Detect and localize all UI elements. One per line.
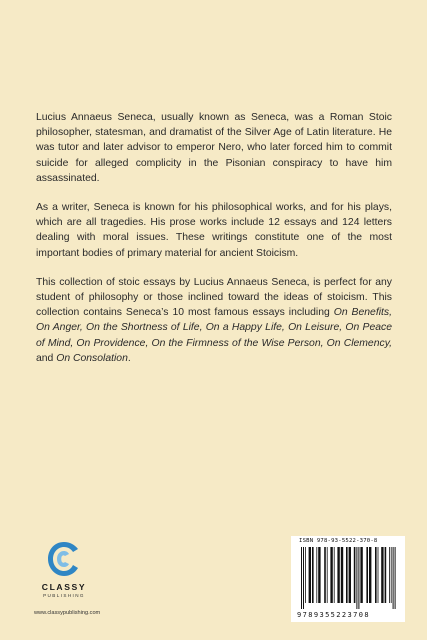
barcode-bar [312,547,314,603]
barcode-bar [337,547,339,603]
barcode-bar [389,547,390,603]
blurb-paragraph-2: As a writer, Seneca is known for his philosophical works, and for his plays, which are all tragedies. His prose works include 12 essays and 124 letters dealing with moral issues. These writings constitute one of the most important bodies of primary material for ancient Stoicism. [36,202,392,259]
barcode-bar [301,547,302,609]
barcode-bar [395,547,396,609]
barcode-bar [358,547,359,609]
barcode-digits: 9789355223708 [297,611,370,619]
publisher-tagline: PUBLISHING [43,593,85,598]
barcode-bar [354,547,356,603]
barcode-bar [330,547,332,603]
barcode-bars [297,547,399,609]
barcode-bar [316,547,317,603]
blurb-paragraph-3 [36,275,392,366]
publisher-website[interactable]: www.classypublishing.com [34,610,101,616]
blurb-paragraph-3-intro: This collection of stoic essays by Lucius Annaeus Seneca, is perfect for any student of philosophy or those inclined toward the ideas of stoicism. This collection contains Seneca’s 10 most famous essays including [36,276,392,319]
barcode-bar [309,547,311,603]
barcode-bar [356,547,357,609]
barcode-bar [346,547,348,603]
isbn-barcode [291,536,405,622]
blurb-paragraph-3-and: and [36,352,57,364]
barcode-bar [327,547,328,603]
barcode-bar [369,547,371,603]
barcode-bar [375,547,377,603]
barcode-bar [349,547,351,603]
barcode-bar [378,547,379,603]
barcode-bar [385,547,387,603]
barcode-bar [381,547,383,603]
barcode-bar [341,547,343,603]
barcode-bar [360,547,362,603]
essay-title-last: On Consolation [56,352,128,364]
blurb-paragraph-1: Lucius Annaeus Seneca, usually known as Seneca, was a Roman Stoic philosopher, statesman, and dramatist of the Silver Age of Latin literature. He was tutor and later advisor to emperor Nero, who later forced him to commit suicide for alleged complicity in the Pisonian conspiracy to have him assassinated. [36,112,392,184]
barcode-bar [334,547,335,603]
barcode-bar [305,547,306,603]
barcode-bar [393,547,394,609]
blurb [36,110,392,366]
isbn-label: ISBN 978-93-5522-370-8 [299,538,378,544]
essay-titles: On Benefits, On Anger, On the Shortness of Life, On a Happy Life, On Leisure, On Peace of Mind, On Providence, On the Firmness of the Wise Person, On Clemency, [36,307,392,349]
classy-c-icon [46,540,82,578]
barcode-bar [366,547,368,603]
barcode-bar [303,547,304,609]
publisher-name: CLASSY [41,582,87,592]
barcode-bar [318,547,320,603]
blurb-paragraph-3-end: . [127,352,131,364]
publisher-logo [34,540,94,606]
barcode-bar [324,547,326,603]
barcode-bar [391,547,392,603]
